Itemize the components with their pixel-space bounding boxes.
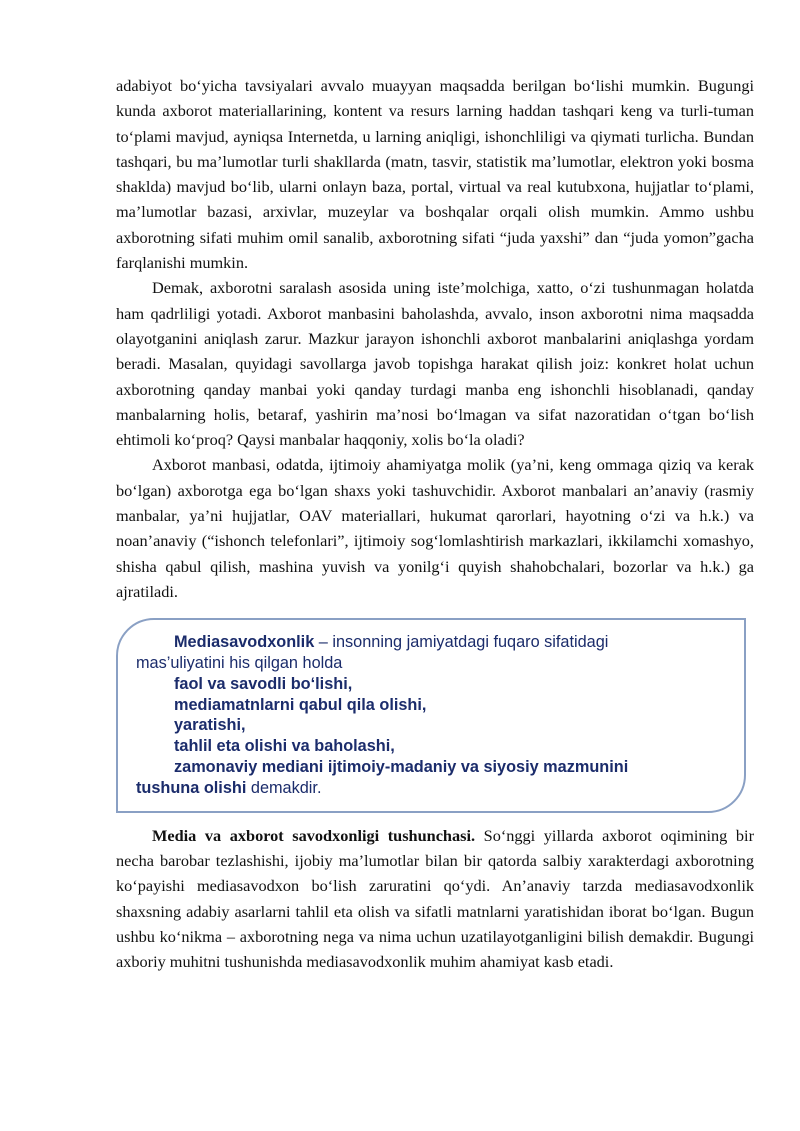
paragraph-media-literacy-concept	[116, 823, 754, 975]
definition-callout-box	[116, 618, 746, 812]
callout-item-active: faol va savodli bo‘lishi,	[174, 674, 353, 693]
callout-definition-line1	[136, 632, 714, 653]
callout-item-create: yaratishi,	[174, 716, 246, 735]
paragraph-information-selection: Demak, axborotni saralash asosida uning iste’molchiga, xatto, o‘zi tushunmagan holatda ham qadrliligi yotadi. Axborot manbasini baholashda, avvalo, inson axborotni nima maqsadda olayotganini aniqlash zarur. Mazkur jarayon ishonchli axborot manbalarini aniqlashga yordam beradi. Masalan, quyidagi savollarga javob topishga harakat qilish joiz: konkret holat uchun axborotning qanday manbai yoki qanday turdagi manba eng ishonchli hisoblanadi, qanday manbalarning holis, betaraf, yashirin ma’nosi bo‘lmagan va sifat nazoratidan o‘tgan bo‘lish ehtimoli ko‘proq? Qaysi manbalar haqqoniy, xolis bo‘la oladi?	[116, 278, 754, 450]
callout-definition-line2: mas’uliyatini his qilgan holda	[136, 654, 343, 673]
callout-definition-text: – insonning jamiyatdagi fuqaro sifatidagi	[314, 633, 609, 652]
document-page	[116, 73, 754, 974]
paragraph-media-literacy-body: So‘nggi yillarda axborot oqimining bir necha barobar tezlashishi, ijobiy ma’lumotlar bilan bir qatorda salbiy xarakterdagi axborotning ko‘payishi mediasavodxon bo‘lish zaruratini qo‘ydi. An’anaviy tarzda mediasavodxonlik shaxsning adabiy asarlarni tahlil eta olish va sifatli matnlarni yaratishidan iborat bo‘lgan. Bugun ushbu ko‘nikma – axborotning nega va nima uchun uzatilayotganligini bilish demakdir. Bugungi axboriy muhitni tushunishda mediasavodxonlik muhim ahamiyat kasb etadi.	[116, 825, 754, 972]
callout-item-understand-cont: tushuna olishi demakdir.	[136, 778, 322, 797]
paragraph-sources-variety: adabiyot bo‘yicha tavsiyalari avvalo muayyan maqsadda berilgan bo‘lishi mumkin. Bugungi kunda axborot materiallarining, kontent va resurs larning haddan tashqari keng va turli-tuman to‘plami mavjud, ayniqsa Internetda, u larning aniqligi, ishonchliligi va qiymati turlicha. Bundan tashqari, bu ma’lumotlar turli shakllarda (matn, tasvir, statistik ma’lumotlar, elektron yoki bosma shaklda) mavjud bo‘lib, ularni onlayn baza, portal, virtual va real kutubxona, hujjatlar to‘plami, ma’lumotlar bazasi, arxivlar, muzeylar va boshqalar orqali olish mumkin. Ammo ushbu axborotning sifati muhim omil sanalib, axborotning sifati “juda yaxshi” dan “juda yomon”gacha farqlanishi mumkin.	[116, 76, 754, 273]
paragraph-information-source: Axborot manbasi, odatda, ijtimoiy ahamiyatga molik (ya’ni, keng ommaga qiziq va kerak bo‘lgan) axborotga ega bo‘lgan shaxs yoki tashuvchidir. Axborot manbalari an’anaviy (rasmiy manbalar, ya’ni hujjatlar, OAV materiallari, hukumat qarorlari, hayotning o‘zi va h.k.) va noan’anaviy (“ishonch telefonlari”, ijtimoiy sog‘lomlashtirish markazlari, ikkilamchi xomashyo, shisha qabul qilish, mashina yuvish va yonilg‘i quyish shahobchalari, bozorlar va h.k.) ga ajratiladi.	[116, 455, 754, 601]
callout-item-understand: zamonaviy mediani ijtimoiy-madaniy va siyosiy mazmunini	[174, 758, 629, 777]
section-heading-inline: Media va axborot savodxonligi tushunchasi.	[152, 825, 476, 845]
callout-term: Mediasavodxonlik	[174, 633, 315, 652]
callout-item-perceive: mediamatnlarni qabul qila olishi,	[174, 695, 427, 714]
callout-item-analyze: tahlil eta olishi va baholashi,	[174, 737, 395, 756]
